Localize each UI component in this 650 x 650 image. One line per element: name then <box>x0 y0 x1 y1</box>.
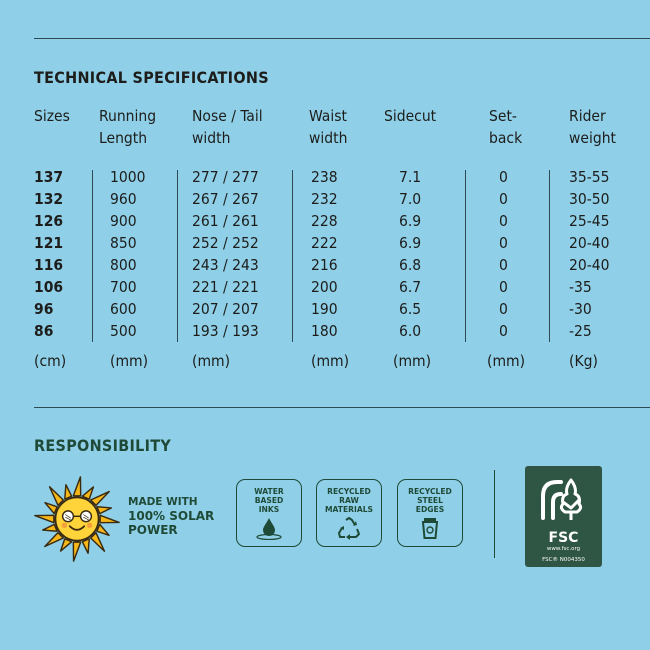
cell-waist: 222 <box>311 234 338 252</box>
sun-ray <box>43 524 57 531</box>
column-divider <box>177 170 178 342</box>
cell-waist: 180 <box>311 322 338 340</box>
unit-sizes: (cm) <box>34 352 67 370</box>
unit-setback: (mm) <box>487 352 526 370</box>
cell-sidecut: 6.0 <box>399 322 422 340</box>
column-setback <box>499 166 508 342</box>
unit-waist: (mm) <box>311 352 350 370</box>
cell-sidecut: 6.7 <box>399 278 422 296</box>
sun-ray <box>73 542 80 561</box>
cell-size: 116 <box>34 256 64 274</box>
fsc-code: FSC® N004350 <box>542 557 585 563</box>
column-rider-weight <box>569 166 610 342</box>
water-drop-icon <box>254 516 284 540</box>
cell-setback: 0 <box>499 278 508 296</box>
cell-running: 850 <box>110 234 137 252</box>
cell-setback: 0 <box>499 300 508 318</box>
cell-rider: 30-50 <box>569 190 610 208</box>
cell-setback: 0 <box>499 168 508 186</box>
cell-sidecut: 6.8 <box>399 256 422 274</box>
header-nose-tail-width: Nose / Tail width <box>192 107 263 147</box>
cell-size: 96 <box>34 300 54 318</box>
cell-waist: 232 <box>311 190 338 208</box>
column-divider <box>549 170 550 342</box>
cell-nose-tail: 252 / 252 <box>192 234 259 252</box>
cell-running: 900 <box>110 212 137 230</box>
column-nose-tail <box>192 166 259 342</box>
cell-waist: 228 <box>311 212 338 230</box>
cell-sidecut: 7.1 <box>399 168 422 186</box>
sun-ray <box>91 533 105 552</box>
cell-waist: 238 <box>311 168 338 186</box>
sun-ray <box>45 503 57 514</box>
cell-running: 800 <box>110 256 137 274</box>
cell-size: 132 <box>34 190 64 208</box>
cell-rider: 35-55 <box>569 168 610 186</box>
cell-waist: 200 <box>311 278 338 296</box>
cell-size: 137 <box>34 168 64 186</box>
logo-divider <box>494 470 495 558</box>
sun-ray <box>73 477 80 496</box>
cell-running: 700 <box>110 278 137 296</box>
sun-ray <box>97 507 111 514</box>
header-sizes: Sizes <box>34 107 70 125</box>
sun-ray <box>45 533 64 547</box>
column-divider <box>465 170 466 342</box>
header-waist-width: Waist width <box>309 107 348 147</box>
column-sidecut <box>399 166 421 342</box>
cell-setback: 0 <box>499 190 508 208</box>
cell-setback: 0 <box>499 322 508 340</box>
cell-sidecut: 6.5 <box>399 300 422 318</box>
cell-setback: 0 <box>499 256 508 274</box>
specs-title: TECHNICAL SPECIFICATIONS <box>34 68 269 87</box>
sun-ray <box>35 515 54 522</box>
cell-nose-tail: 261 / 261 <box>192 212 259 230</box>
badge-recycled-raw-materials: RECYCLED RAW MATERIALS <box>316 479 382 547</box>
cell-nose-tail: 267 / 267 <box>192 190 259 208</box>
cell-running: 500 <box>110 322 137 340</box>
section-divider <box>34 407 650 408</box>
cell-rider: -25 <box>569 322 592 340</box>
responsibility-title: RESPONSIBILITY <box>34 436 172 455</box>
cell-size: 121 <box>34 234 64 252</box>
column-divider <box>292 170 293 342</box>
column-sizes <box>34 166 63 342</box>
sun-ray <box>61 539 72 551</box>
solar-power-text: MADE WITH 100% SOLAR POWER <box>128 496 215 537</box>
fsc-logo <box>525 466 602 567</box>
cell-waist: 216 <box>311 256 338 274</box>
header-sidecut: Sidecut <box>384 107 437 125</box>
sun-ray <box>82 539 89 553</box>
cell-size: 106 <box>34 278 64 296</box>
cell-rider: 25-45 <box>569 212 610 230</box>
sun-icon <box>32 474 122 564</box>
cell-rider: 20-40 <box>569 256 610 274</box>
sun-ray <box>50 487 64 506</box>
column-waist <box>311 166 338 342</box>
cell-nose-tail: 193 / 193 <box>192 322 259 340</box>
unit-rider: (Kg) <box>569 352 598 370</box>
header-setback: Set- back <box>489 107 523 147</box>
cell-nose-tail: 243 / 243 <box>192 256 259 274</box>
cell-running: 600 <box>110 300 137 318</box>
column-running-length <box>110 166 145 342</box>
top-divider <box>34 38 650 39</box>
cell-sidecut: 6.9 <box>399 234 422 252</box>
fsc-tree-icon <box>535 474 591 526</box>
cell-sidecut: 6.9 <box>399 212 422 230</box>
unit-running: (mm) <box>110 352 149 370</box>
cell-waist: 190 <box>311 300 338 318</box>
badge-recycled-steel-edges: RECYCLED STEEL EDGES <box>397 479 463 547</box>
header-running-length: Running Length <box>99 107 157 147</box>
cell-size: 126 <box>34 212 64 230</box>
fsc-name: FSC <box>548 530 579 546</box>
sun-ray <box>82 487 93 499</box>
cell-rider: -35 <box>569 278 592 296</box>
cell-size: 86 <box>34 322 54 340</box>
unit-sidecut: (mm) <box>393 352 432 370</box>
header-rider-weight: Rider weight <box>569 107 617 147</box>
recycle-icon <box>336 516 362 540</box>
sun-ray <box>91 492 110 506</box>
recycle-bin-icon <box>418 516 442 540</box>
cell-nose-tail: 207 / 207 <box>192 300 259 318</box>
fsc-url: www.fsc.org <box>546 546 581 552</box>
cell-sidecut: 7.0 <box>399 190 422 208</box>
sun-ray <box>65 485 72 499</box>
sun-ray <box>100 515 119 522</box>
badge-water-based-inks: WATER BASED INKS <box>236 479 302 547</box>
cell-nose-tail: 277 / 277 <box>192 168 259 186</box>
cell-rider: 20-40 <box>569 234 610 252</box>
cell-setback: 0 <box>499 234 508 252</box>
cell-rider: -30 <box>569 300 592 318</box>
cell-setback: 0 <box>499 212 508 230</box>
cell-nose-tail: 221 / 221 <box>192 278 259 296</box>
sun-ray <box>97 524 109 535</box>
cell-running: 960 <box>110 190 137 208</box>
unit-nose-tail: (mm) <box>192 352 231 370</box>
column-divider <box>92 170 93 342</box>
cell-running: 1000 <box>110 168 146 186</box>
